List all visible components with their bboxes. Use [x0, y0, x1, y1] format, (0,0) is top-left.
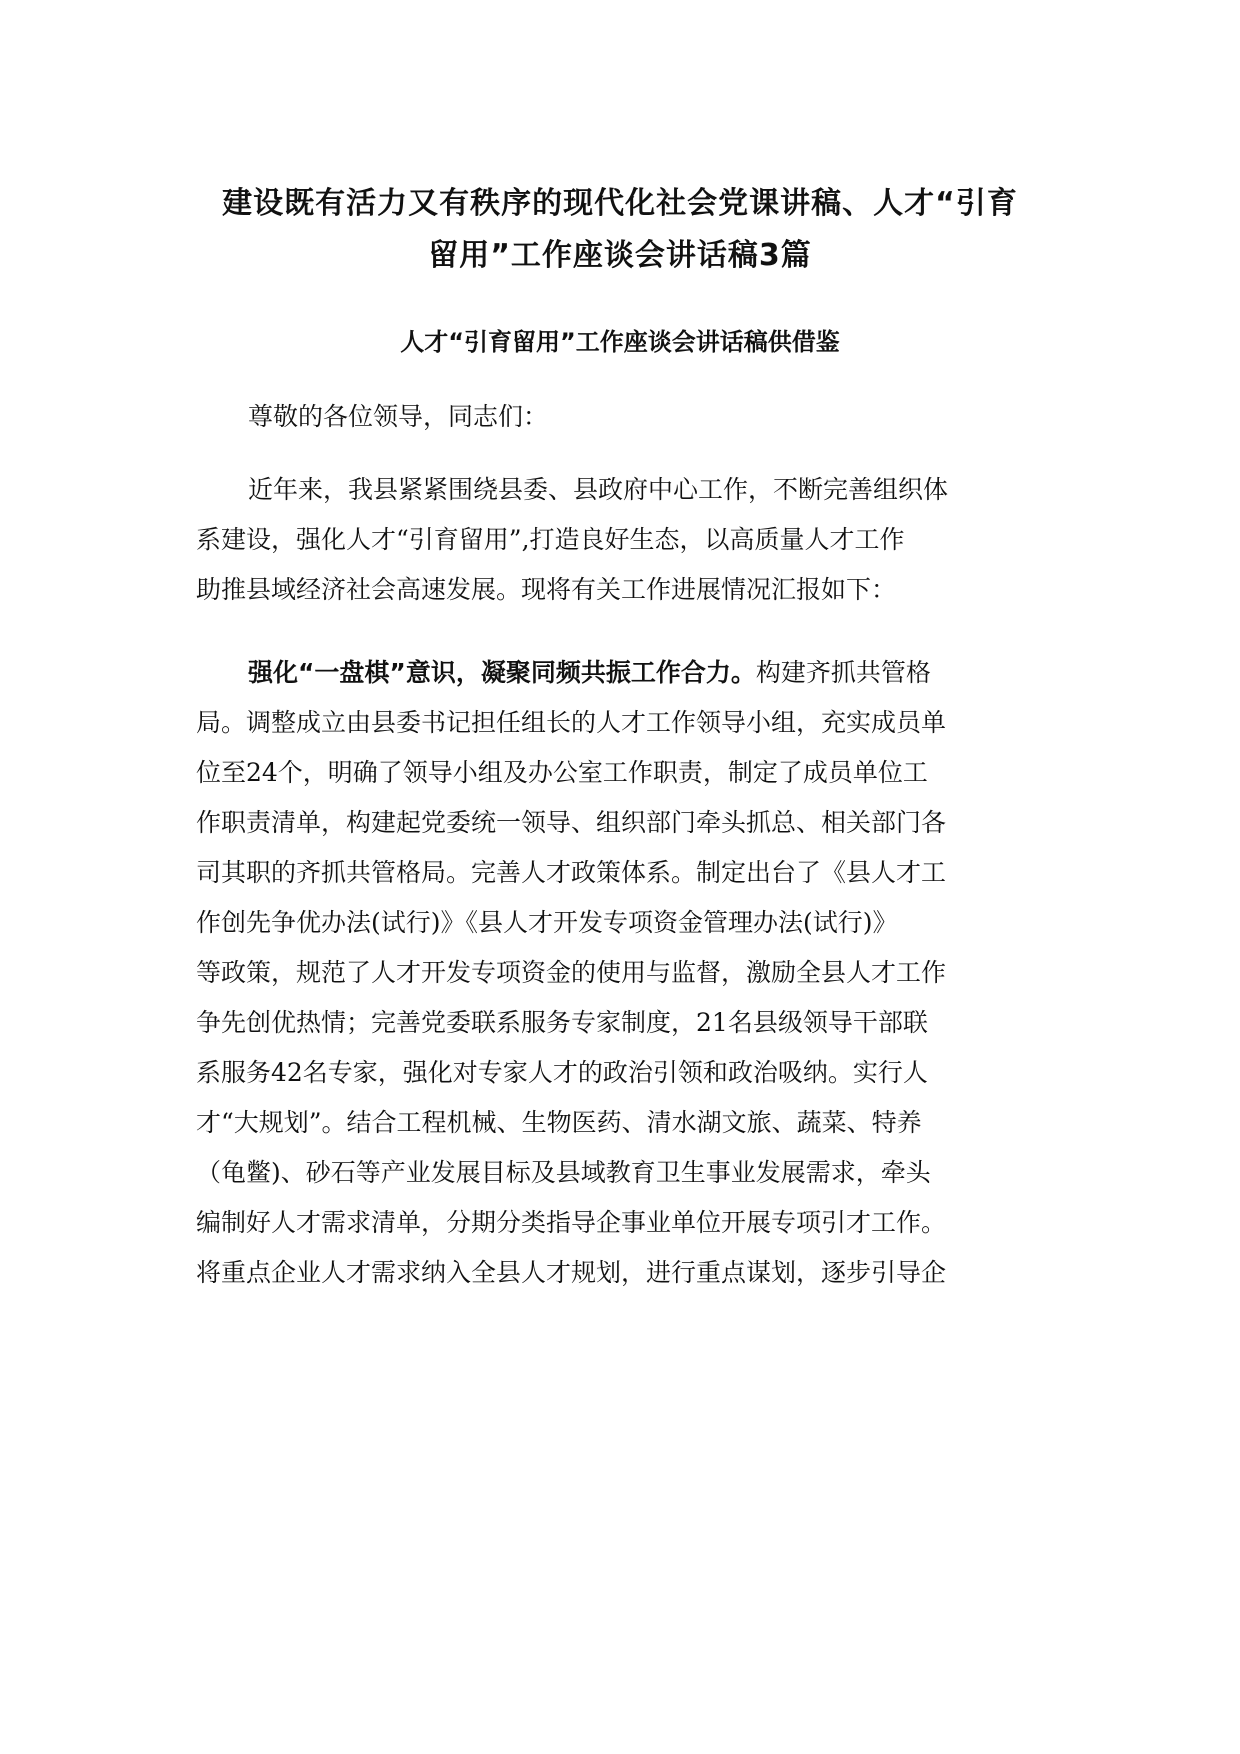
paragraph-line: 将重点企业人才需求纳入全县人才规划，进行重点谋划，逐步引导企 — [196, 1258, 947, 1287]
document-title — [150, 178, 1090, 282]
document-title-line-1: 建设既有活力又有秩序的现代化社会党课讲稿、人才“引育 — [222, 186, 1018, 221]
section-subtitle: 人才“引育留用”工作座谈会讲话稿供借鉴 — [400, 328, 840, 356]
paragraph-intro — [196, 465, 1056, 615]
paragraph-line: 编制好人才需求清单，分期分类指导企事业单位开展专项引才工作。 — [196, 1208, 947, 1237]
paragraph-line: 作职责清单，构建起党委统一领导、组织部门牵头抓总、相关部门各 — [196, 808, 947, 837]
document-title-line-2: 留用”工作座谈会讲话稿3篇 — [428, 238, 812, 273]
paragraph-line: 位至24个，明确了领导小组及办公室工作职责，制定了成员单位工 — [196, 758, 928, 787]
paragraph-line: 局。调整成立由县委书记担任组长的人才工作领导小组，充实成员单 — [196, 708, 947, 737]
paragraph-line: （龟鳖)、砂石等产业发展目标及县域教育卫生事业发展需求，牵头 — [196, 1158, 931, 1187]
paragraph-first-line-rest: 构建齐抓共管格 — [755, 658, 931, 687]
paragraph-line: 作创先争优办法(试行)》《县人才开发专项资金管理办法(试行)》 — [196, 908, 898, 937]
paragraph-line: 系建设，强化人才“引育留用”,打造良好生态，以高质量人才工作 — [196, 525, 905, 554]
paragraph-first-line — [196, 648, 1056, 698]
paragraph-line: 争先创优热情；完善党委联系服务专家制度，21名县级领导干部联 — [196, 1008, 928, 1037]
paragraph-line: 助推县域经济社会高速发展。现将有关工作进展情况汇报如下： — [196, 575, 897, 604]
paragraph-section-1 — [196, 648, 1056, 1298]
paragraph-line: 系服务42名专家，强化对专家人才的政治引领和政治吸纳。实行人 — [196, 1058, 928, 1087]
paragraph-line: 才“大规划”。结合工程机械、生物医药、清水湖文旅、蔬菜、特养 — [196, 1108, 922, 1137]
paragraph-line: 司其职的齐抓共管格局。完善人才政策体系。制定出台了《县人才工 — [196, 858, 947, 887]
paragraph-line: 等政策，规范了人才开发专项资金的使用与监督，激励全县人才工作 — [196, 958, 947, 987]
greeting: 尊敬的各位领导，同志们： — [248, 402, 549, 431]
paragraph-line: 近年来，我县紧紧围绕县委、县政府中心工作，不断完善组织体 — [248, 475, 949, 504]
paragraph-lead-heading: 强化“一盘棋”意识，凝聚同频共振工作合力。 — [248, 658, 756, 687]
